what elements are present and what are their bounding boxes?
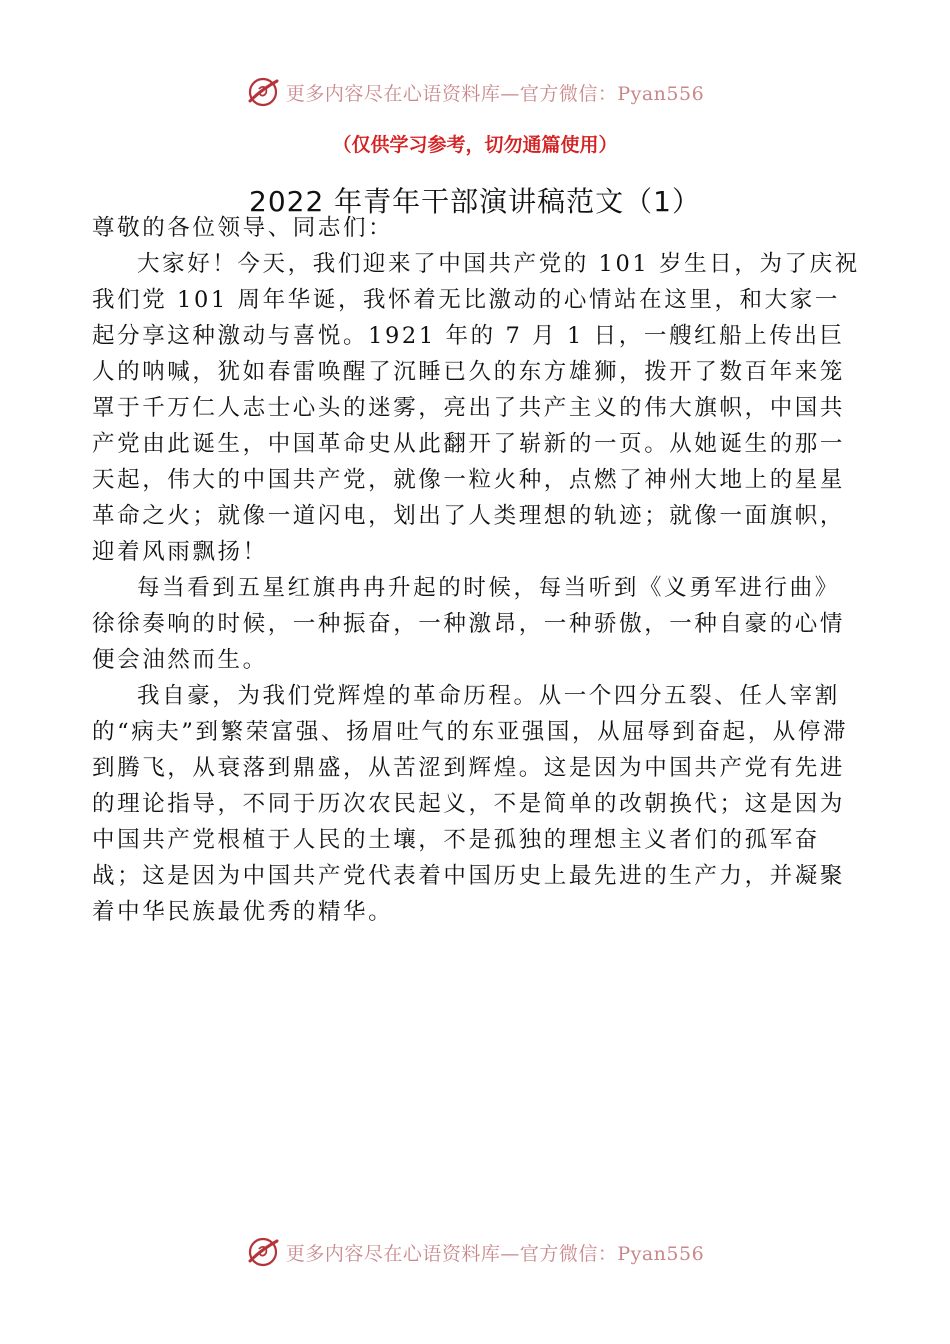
speech-body — [92, 210, 862, 930]
paragraph-2: 每当看到五星红旗冉冉升起的时候，每当听到《义勇军进行曲》徐徐奏响的时候，一种振奋，一种激昂，一种骄傲，一种自豪的心情便会油然而生。 — [92, 575, 846, 673]
brand-logo-icon — [246, 1235, 280, 1269]
salutation: 尊敬的各位领导、同志们： — [92, 215, 394, 241]
paragraph-3: 我自豪，为我们党辉煌的革命历程。从一个四分五裂、任人宰割的“病夫”到繁荣富强、扬眉吐气的东亚强国，从屈辱到奋起，从停滞到腾飞，从衰落到鼎盛，从苦涩到辉煌。这是因为中国共产党有先进的理论指导，不同于历次农民起义，不是简单的改朝换代；这是因为中国共产党根植于人民的土壤，不是孤独的理想主义者们的孤军奋战；这是因为中国共产党代表着中国历史上最先进的生产力，并凝聚着中华民族最优秀的精华。 — [92, 683, 849, 925]
paragraph-1: 大家好！今天，我们迎来了中国共产党的 101 岁生日，为了庆祝我们党 101 周年华诞，我怀着无比激动的心情站在这里，和大家一起分享这种激动与喜悦。1921 年的 7 月 1 日，一艘红船上传出巨人的呐喊，犹如春雷唤醒了沉睡已久的东方雄狮，拨开了数百年来笼罩于千万仁人志士心头的迷雾，亮出了共产主义的伟大旗帜，中国共产党由此诞生，中国革命史从此翻开了崭新的一页。从她诞生的那一天起，伟大的中国共产党，就像一粒火种，点燃了神州大地上的星星革命之火；就像一道闪电，划出了人类理想的轨迹；就像一面旗帜，迎着风雨飘扬！ — [92, 251, 860, 565]
brand-logo-icon — [246, 75, 280, 109]
header-banner-text: 更多内容尽在心语资料库—官方微信：Pyan556 — [285, 82, 705, 105]
disclaimer: （仅供学习参考，切勿通篇使用） — [332, 134, 618, 156]
header-banner — [0, 72, 950, 112]
footer-banner-text: 更多内容尽在心语资料库—官方微信：Pyan556 — [285, 1242, 705, 1265]
footer-banner — [0, 1232, 950, 1272]
page-title: 2022 年青年干部演讲稿范文（1） — [249, 185, 701, 218]
